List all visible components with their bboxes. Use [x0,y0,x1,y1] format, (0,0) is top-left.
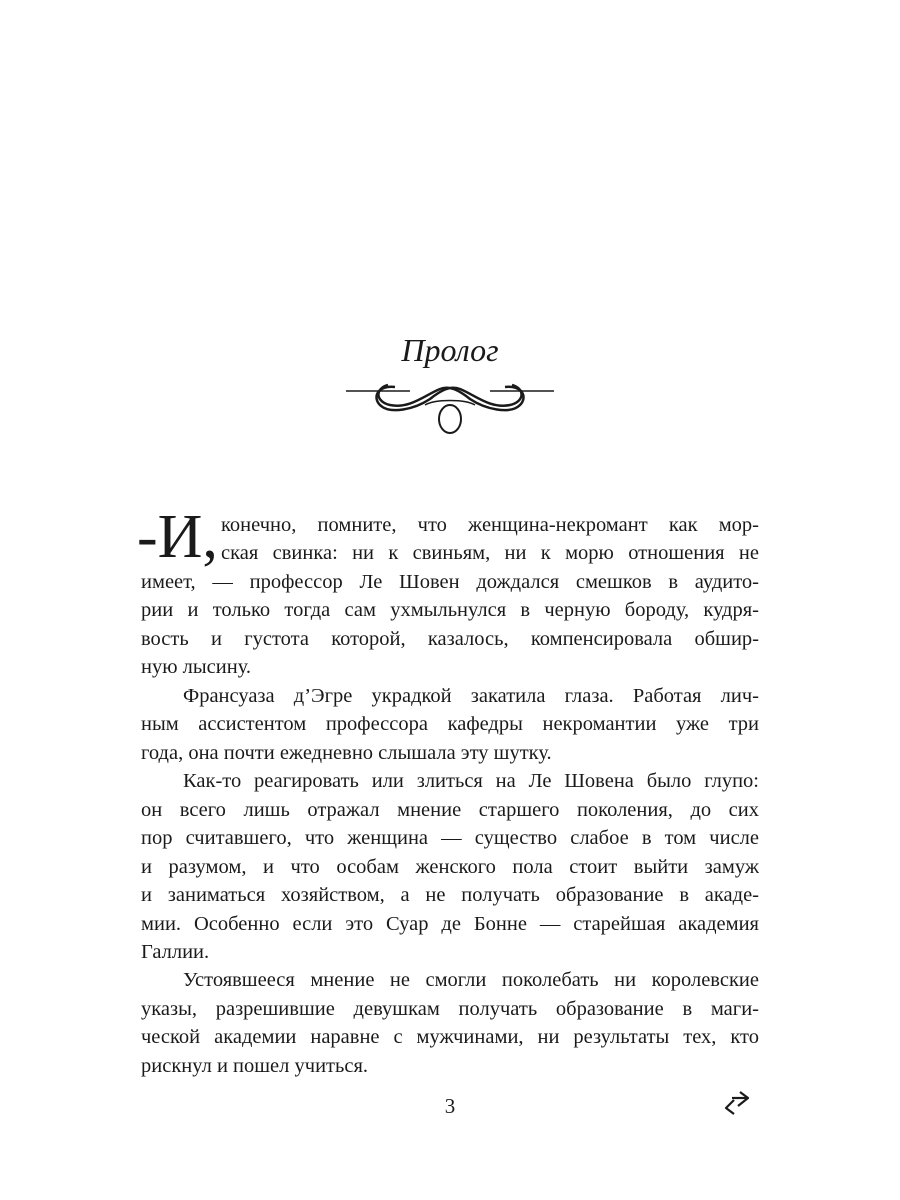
page-number: 3 [444,1094,456,1118]
text-line: имеет, — профессор Ле Шовен дождался смешков в аудито- [141,571,759,593]
text-line: мии. Особенно если это Суар де Бонне — старейшая академия [141,913,759,935]
text-line: вость и густота которой, казалось, компенсировала обшир- [141,628,759,650]
text-line: рискнул и пошел учиться. [141,1055,369,1077]
text-line: конечно, помните, что женщина-некромант как мор- [221,514,759,536]
text-line: он всего лишь отражал мнение старшего поколения, до сих [141,799,759,821]
text-line: ская свинка: ни к свиньям, ни к морю отношения не [221,542,759,564]
text-line: Как-то реагировать или злиться на Ле Шовена было глупо: [183,770,759,792]
text-line: Франсуаза д’Эгре украдкой закатила глаза. Работая лич- [183,685,759,707]
text-line: Галлии. [141,941,210,963]
text-line: года, она почти ежедневно слышала эту шутку. [141,742,552,764]
text-line: и разумом, и что особам женского пола стоит выйти замуж [141,856,759,878]
text-line: Устоявшееся мнение не смогли поколебать ни королевские [183,969,759,991]
text-line: рии и только тогда сам ухмыльнулся в черную бороду, кудря- [141,599,759,621]
text-line: ную лысину. [141,656,252,678]
ornament-flourish-icon [340,375,560,437]
text-line: указы, разрешившие девушкам получать образование в маги- [141,998,759,1020]
drop-cap: -И, [137,503,218,571]
text-line: ным ассистентом профессора кафедры некромантии уже три [141,713,759,735]
chapter-title: Пролог [401,332,499,368]
text-line: и заниматься хозяйством, а не получать образование в акаде- [141,884,759,906]
text-line: пор считавшего, что женщина — существо слабое в том числе [141,827,759,849]
next-page-arrow-icon[interactable] [720,1086,754,1120]
text-line: ческой академии наравне с мужчинами, ни результаты тех, кто [141,1026,759,1048]
